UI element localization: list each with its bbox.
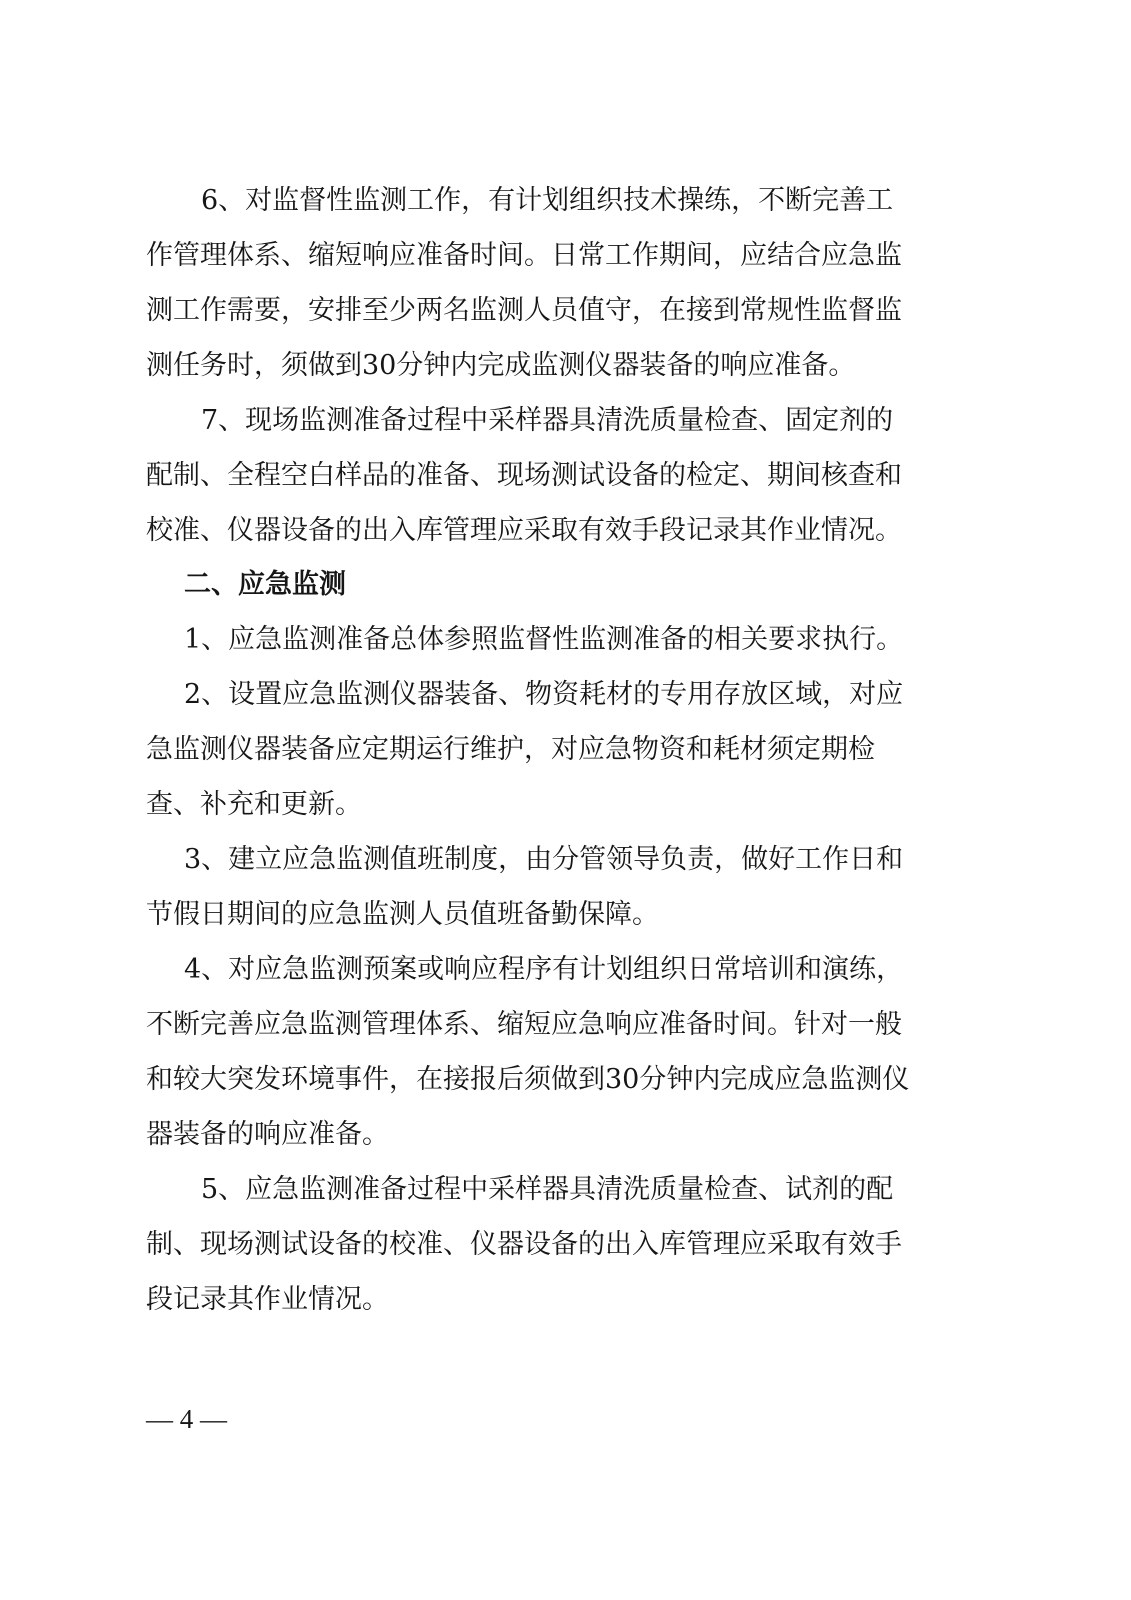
item-6-line-2: 作管理体系、缩短响应准备时间。日常工作期间，应结合应急监 xyxy=(146,240,902,271)
emergency-item-5-line-3: 段记录其作业情况。 xyxy=(146,1284,389,1315)
emergency-item-4-line-4: 器装备的响应准备。 xyxy=(146,1119,389,1150)
emergency-item-5-line-1: 5、应急监测准备过程中采样器具清洗质量检查、试剂的配 xyxy=(201,1174,894,1205)
item-6-line-1: 6、对监督性监测工作，有计划组织技术操练，不断完善工 xyxy=(201,185,894,216)
item-7-line-1: 7、现场监测准备过程中采样器具清洗质量检查、固定剂的 xyxy=(201,405,894,436)
item-6-line-4: 测任务时，须做到30分钟内完成监测仪器装备的响应准备。 xyxy=(146,350,856,381)
page-number: — 4 — xyxy=(146,1404,227,1434)
item-6-line-3: 测工作需要，安排至少两名监测人员值守，在接到常规性监督监 xyxy=(146,295,902,326)
emergency-item-3-line-1: 3、建立应急监测值班制度，由分管领导负责，做好工作日和 xyxy=(184,844,904,875)
emergency-item-1-line-1: 1、应急监测准备总体参照监督性监测准备的相关要求执行。 xyxy=(184,624,904,655)
item-7-line-3: 校准、仪器设备的出入库管理应采取有效手段记录其作业情况。 xyxy=(146,515,902,546)
emergency-item-4-line-3: 和较大突发环境事件，在接报后须做到30分钟内完成应急监测仪 xyxy=(146,1064,910,1095)
emergency-item-2-line-1: 2、设置应急监测仪器装备、物资耗材的专用存放区域，对应 xyxy=(184,679,904,710)
emergency-item-2-line-2: 急监测仪器装备应定期运行维护，对应急物资和耗材须定期检 xyxy=(146,734,875,765)
emergency-item-2-line-3: 查、补充和更新。 xyxy=(146,789,362,820)
section-heading-emergency-monitoring: 二、应急监测 xyxy=(184,569,346,600)
emergency-item-5-line-2: 制、现场测试设备的校准、仪器设备的出入库管理应采取有效手 xyxy=(146,1229,902,1260)
emergency-item-4-line-1: 4、对应急监测预案或响应程序有计划组织日常培训和演练， xyxy=(184,954,904,985)
emergency-item-4-line-2: 不断完善应急监测管理体系、缩短应急响应准备时间。针对一般 xyxy=(146,1009,902,1040)
emergency-item-3-line-2: 节假日期间的应急监测人员值班备勤保障。 xyxy=(146,899,659,930)
item-7-line-2: 配制、全程空白样品的准备、现场测试设备的检定、期间核查和 xyxy=(146,460,902,491)
